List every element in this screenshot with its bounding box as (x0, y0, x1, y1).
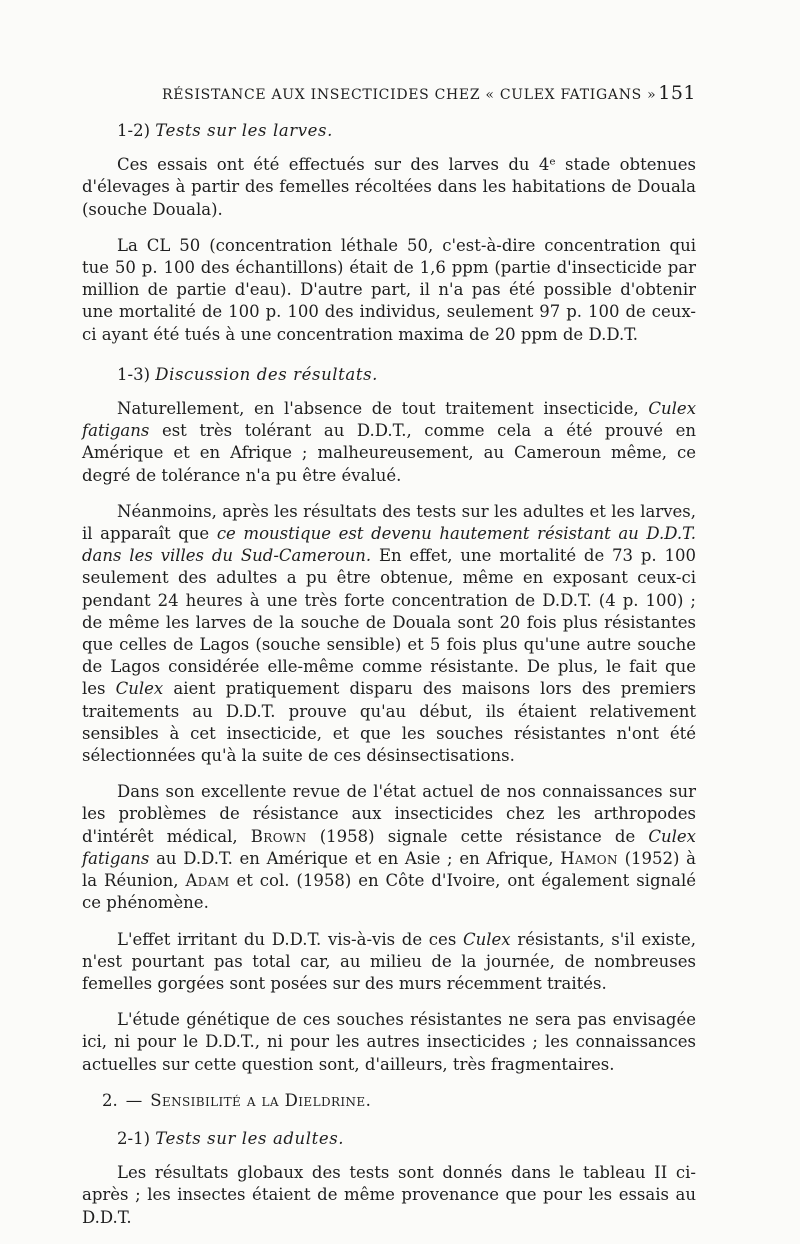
subsection-title: Discussion des résultats. (155, 364, 378, 384)
page-body (82, 116, 696, 1243)
paragraph-irritant-effect: L'effet irritant du D.D.T. vis-à-vis de ces Culex résistants, s'il existe, n'est pourtant pas total car, au milieu de la journée, de nombreuses femelles gorgées sont posées sur des murs récemment traités. (82, 929, 697, 993)
subsection-number: 1-2) (117, 121, 151, 140)
subsection-title: Tests sur les adultes. (155, 1128, 345, 1148)
author-name: Adam (185, 871, 230, 891)
section-title: Sensibilité a la Dieldrine. (150, 1090, 372, 1110)
subsection-title: Tests sur les larves. (155, 121, 333, 140)
paragraph-results-intro: Les résultats globaux des tests sont donnés dans le tableau II ci-après ; les insectes étaient de même provenance que pour les essais au D.D.T. (82, 1163, 696, 1227)
emphasis-conclusion: ce moustique est devenu hautement résistant au D.D.T. dans les villes du Sud-Cameroun. (82, 524, 697, 566)
running-head (162, 84, 696, 106)
species-name: Culex fatigans (82, 826, 696, 868)
subsection-heading-1-3 (117, 360, 696, 398)
paragraph-cl50: La CL 50 (concentration léthale 50, c'est-à-dire concentration qui tue 50 p. 100 des échantillons) était de 1,6 ppm (partie d'insecticide par million de partie d'eau). D'autre part, il n'a pas été possible d'obtenir une mortalité de 100 p. 100 des individus, seulement 97 p. 100 de ceux-ci ayant été tués à une concentration maxima de 20 ppm de D.D.T. (82, 235, 696, 344)
subsection-number: 2-1) (117, 1128, 151, 1148)
species-name: Culex fatigans (82, 399, 697, 441)
paragraph-larvae-origin: Ces essais ont été effectués sur des larves du 4ᵉ stade obtenues d'élevages à partir des femelles récoltées dans les habitations de Douala (souche Douala). (82, 155, 696, 219)
section-heading-2 (102, 1090, 696, 1112)
paragraph-genetics: L'étude génétique de ces souches résistantes ne sera pas envisagée ici, ni pour le D.D.T., ni pour les autres insecticides ; les connaissances actuelles sur cette question sont, d'ailleurs, très fragmentaires. (82, 1010, 696, 1074)
section-dash: — (125, 1090, 143, 1110)
paragraph-resistance: Néanmoins, après les résultats des tests sur les adultes et les larves, il apparaît que ce moustique est devenu hautement résistant au D.D.T. dans les villes du Sud-Cameroun. En effet, une mortalité de 73 p. 100 seulement des adultes a pu être obtenue, même en exposant ceux-ci pendant 24 heures à une très forte concentration de D.D.T. (4 p. 100) ; de même les larves de la souche de Douala sont 20 fois plus résistantes que celles de Lagos (souche sensible) et 5 fois plus qu'une autre souche de Lagos considérée elle-même comme résistante. De plus, le fait que les Culex aient pratiquement disparu des maisons lors des premiers traitements au D.D.T. prouve qu'au début, ils étaient relativement sensibles à cet insecticide, et que les souches résistantes n'ont été sélectionnées qu'à la suite de ces désinsectisations. (82, 501, 697, 766)
species-name: Culex (115, 679, 164, 699)
section-number: 2. (102, 1090, 118, 1110)
page-number: 151 (658, 82, 696, 104)
running-head-title: RÉSISTANCE AUX INSECTICIDES CHEZ « CULEX FATIGANS » (162, 87, 657, 103)
author-name: Brown (250, 826, 307, 846)
author-name: Hamon (560, 848, 618, 868)
species-name: Culex (463, 929, 511, 949)
subsection-heading-2-1 (117, 1124, 696, 1162)
subsection-number: 1-3) (117, 364, 151, 384)
paragraph-literature-review: Dans son excellente revue de l'état actuel de nos connaissances sur les problèmes de résistance aux insecticides chez les arthropodes d'intérêt médical, Brown (1958) signale cette résistance de Culex fatigans au D.D.T. en Amérique et en Asie ; en Afrique, Hamon (1952) à la Réunion, Adam et col. (1958) en Côte d'Ivoire, ont également signalé ce phénomène. (82, 782, 697, 913)
subsection-heading-1-2 (117, 116, 696, 154)
paragraph-tolerance: Naturellement, en l'absence de tout traitement insecticide, Culex fatigans est très tolérant au D.D.T., comme cela a été prouvé en Amérique et en Afrique ; malheureusement, au Cameroun même, ce degré de tolérance n'a pu être évalué. (82, 399, 697, 485)
